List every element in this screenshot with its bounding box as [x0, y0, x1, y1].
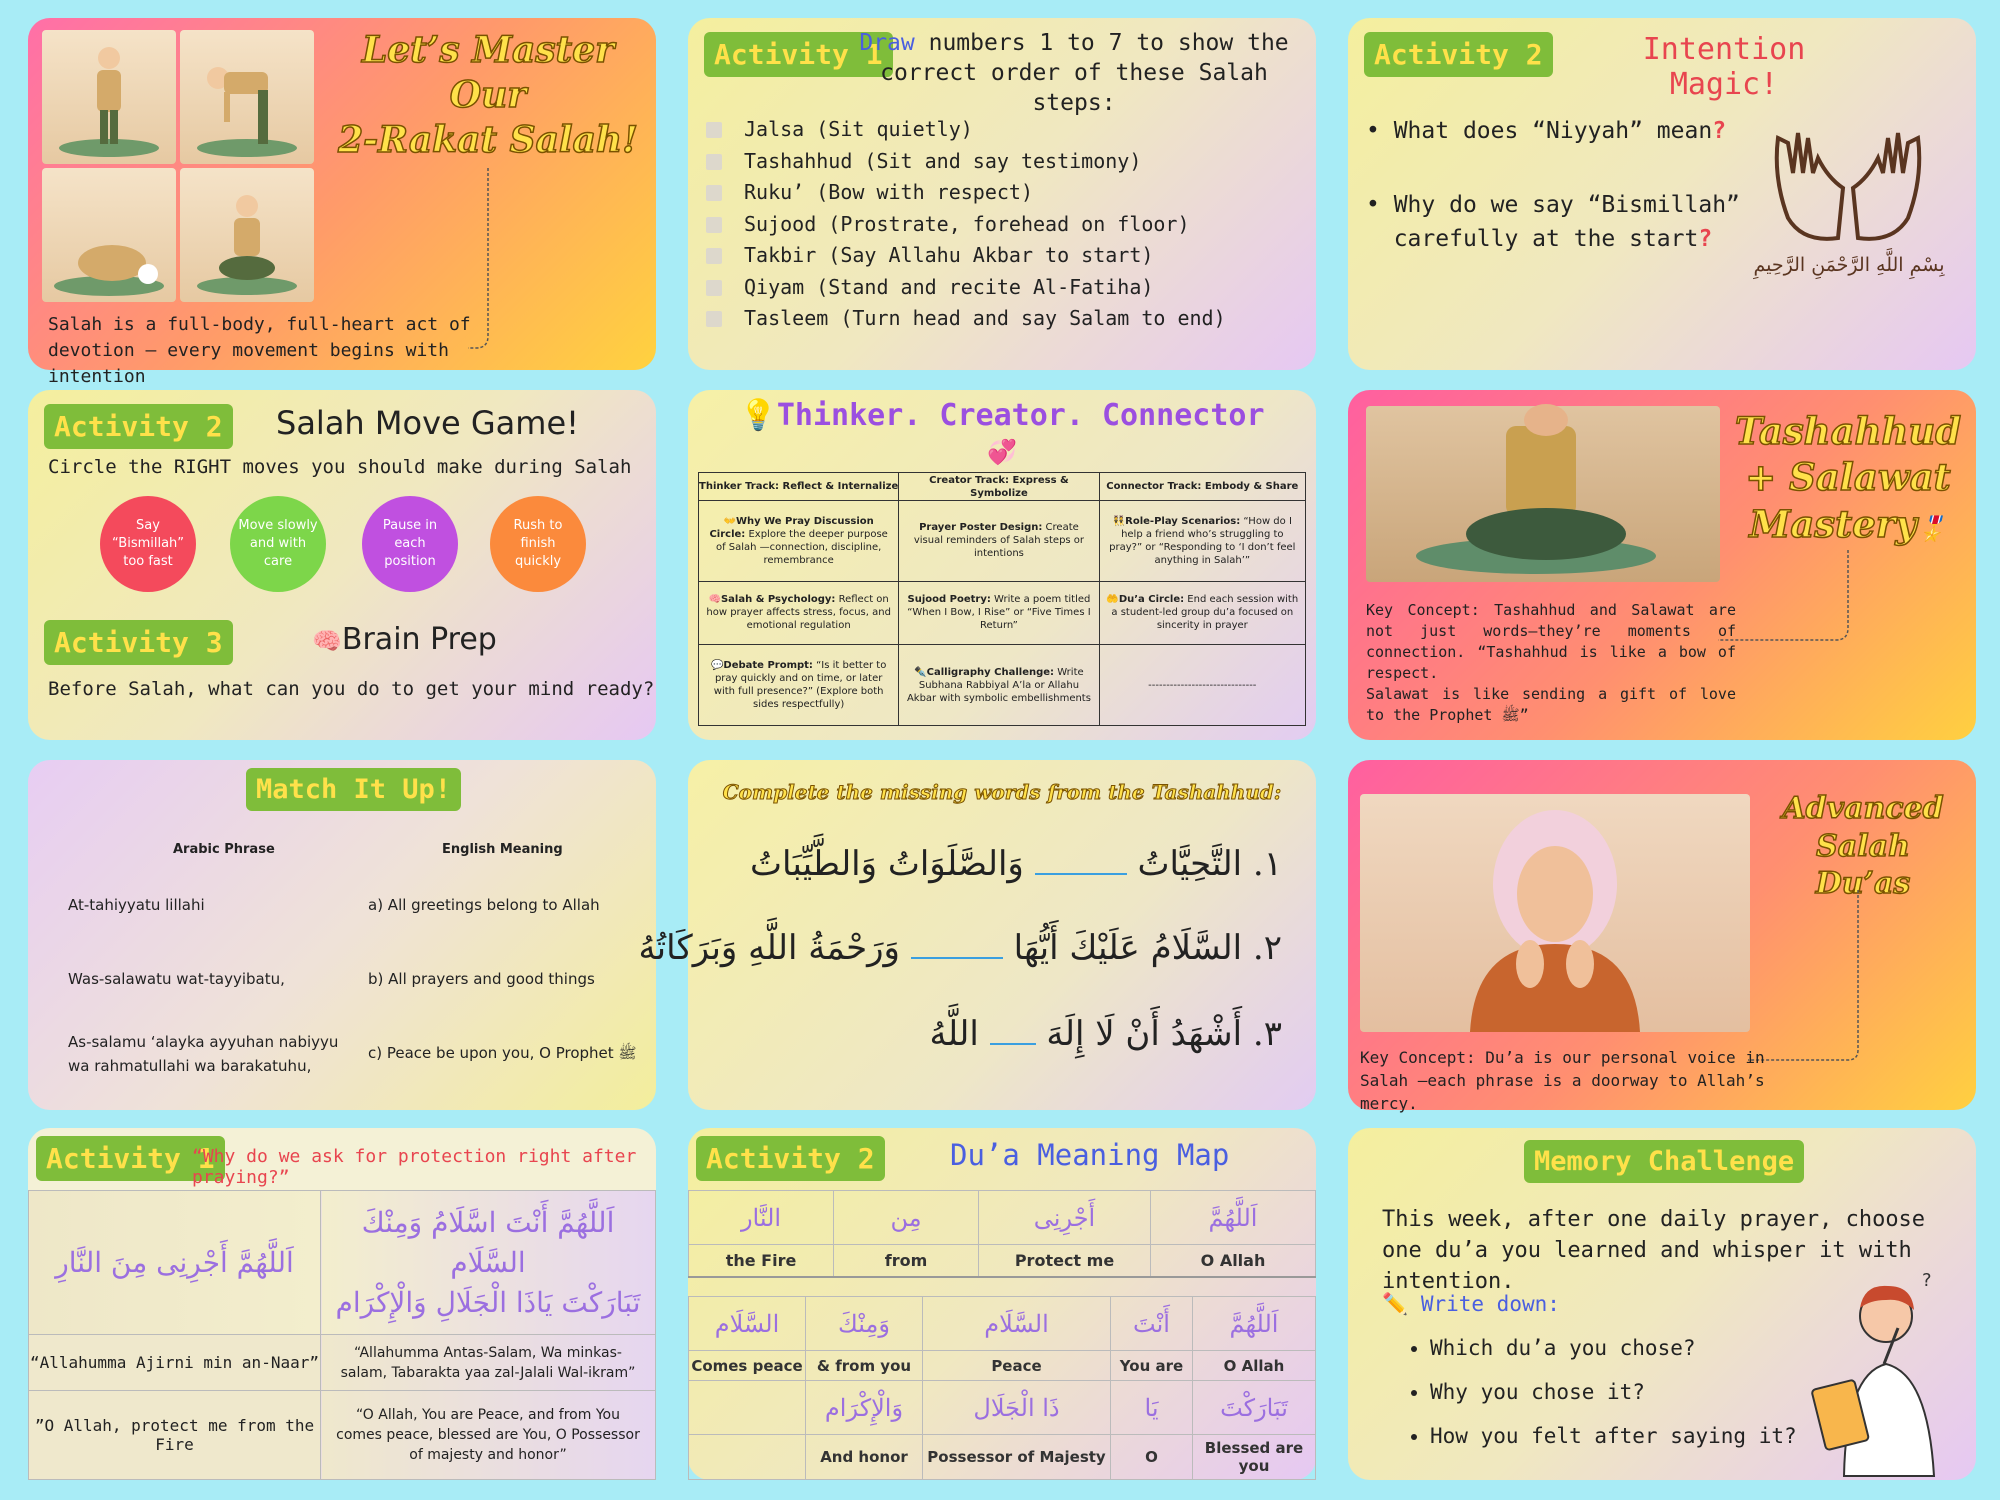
- card-activity-order: [688, 18, 1316, 370]
- card-title: Tashahhud + Salawat Mastery🎖️: [1734, 409, 1962, 546]
- step-item[interactable]: Tashahhud (Sit and say testimony): [706, 146, 1226, 178]
- meaning-table-1: [688, 1190, 1316, 1278]
- step-item[interactable]: Jalsa (Sit quietly): [706, 114, 1226, 146]
- move-option[interactable]: Move slowly and with care: [230, 496, 326, 592]
- table-cell: النَّار: [689, 1191, 834, 1245]
- table-cell: from: [834, 1245, 979, 1278]
- card-complete-tashahhud: [638, 760, 1316, 1110]
- pencil-icon: ✏️: [1382, 1292, 1409, 1316]
- table-cell: Possessor of Majesty: [923, 1435, 1111, 1480]
- table-cell: ------------------------------: [1099, 645, 1305, 726]
- instruction-highlight: Draw: [859, 30, 915, 56]
- card-tashahhud-mastery: [1348, 390, 1976, 740]
- steps-list: [706, 114, 1226, 335]
- checkbox[interactable]: [706, 280, 722, 296]
- table-cell: You are: [1111, 1351, 1193, 1381]
- table-cell: ✒️Calligraphy Challenge: Write Subhana Rabbiyal A’la or Allahu Akbar with symbolic embellishments: [899, 645, 1099, 726]
- table-cell: 🤲Du’a Circle: End each session with a student-led group du’a focused on sincerity in prayer: [1099, 581, 1305, 644]
- brain-icon: 🧠: [312, 627, 342, 655]
- write-down-list: [1408, 1326, 1797, 1458]
- table-cell: السَّلَام: [689, 1297, 806, 1351]
- brain-prep-title: 🧠Brain Prep: [312, 622, 497, 657]
- table-cell: أَجْرِنِى: [979, 1191, 1151, 1245]
- sitting-child-photo: [1366, 406, 1720, 582]
- table-cell: O: [1111, 1435, 1193, 1480]
- english-meaning[interactable]: c) Peace be upon you, O Prophet ﷺ: [368, 1044, 637, 1062]
- connector-line: [1718, 550, 1858, 660]
- table-cell: Blessed are you: [1193, 1435, 1316, 1480]
- english-meaning[interactable]: a) All greetings belong to Allah: [368, 896, 600, 914]
- list-item: • Which du’a you chose?: [1430, 1326, 1797, 1370]
- table-cell: اَللَّهُمَّ: [1193, 1297, 1316, 1351]
- table-cell: “O Allah, You are Peace, and from You comes peace, blessed are You, O Possessor of majesty and honor”: [321, 1391, 656, 1480]
- move-option[interactable]: Say “Bismillah” too fast: [100, 496, 196, 592]
- card-match-it-up: [28, 760, 656, 1110]
- card-title: Intention Magic!: [1642, 32, 1806, 102]
- table-cell: [689, 1381, 806, 1435]
- card-title: 💡Thinker. Creator. Connector 💞: [739, 398, 1265, 466]
- table-cell: “Allahumma Antas-Salam, Wa minkas-salam, Tabarakta yaa zal-Jalali Wal-ikram”: [321, 1335, 656, 1391]
- fill-line[interactable]: ٣. أَشْهَدُ أَنْ لَا إِلَهَ اللَّهُ: [929, 1014, 1282, 1054]
- table-cell: & from you: [806, 1351, 923, 1381]
- arabic-phrase[interactable]: At-tahiyyatu lillahi: [68, 896, 205, 914]
- checkbox[interactable]: [706, 185, 722, 201]
- table-cell: the Fire: [689, 1245, 834, 1278]
- instruction-text: numbers 1 to 7 to show the correct order of these Salah steps:: [880, 30, 1289, 116]
- list-item: • Why you chose it?: [1430, 1370, 1797, 1414]
- table-cell: أَنْتَ: [1111, 1297, 1193, 1351]
- step-item[interactable]: Sujood (Prostrate, forehead on floor): [706, 209, 1226, 241]
- card-title: Complete the missing words from the Tashahhud:: [722, 780, 1282, 804]
- salawat-note: Salawat is like sending a gift of love to the Prophet ﷺ”: [1366, 685, 1736, 724]
- blank-field[interactable]: [911, 957, 1003, 959]
- meaning-table-2: [688, 1296, 1316, 1480]
- table-cell: اَللَّهُمَّ: [1151, 1191, 1316, 1245]
- card-title: Advanced Salah Du’as: [1782, 791, 1944, 901]
- activity-badge: Activity 2: [696, 1136, 885, 1181]
- table-cell: [689, 1435, 806, 1480]
- checkbox[interactable]: [706, 154, 722, 170]
- bowing-photo: [180, 30, 314, 164]
- checkbox[interactable]: [706, 217, 722, 233]
- game-instruction: Circle the RIGHT moves you should make during Salah: [48, 456, 632, 478]
- table-cell: تَبَارَكْتَ: [1193, 1381, 1316, 1435]
- activity-badge: Activity 2: [1364, 32, 1553, 77]
- hearts-icon: 💞: [987, 438, 1017, 466]
- card-advanced-duas: [1348, 760, 1976, 1113]
- table-cell: Prayer Poster Design: Create visual reminders of Salah steps or intentions: [899, 501, 1099, 582]
- bismillah-calligraphy: بِسْمِ اللَّهِ الرَّحْمَنِ الرَّحِيمِ: [1753, 254, 1945, 276]
- card-salah-move-game: [28, 390, 656, 740]
- table-cell: يَا: [1111, 1381, 1193, 1435]
- card-intention-magic: [1348, 18, 1976, 370]
- card-protection-dua: [28, 1128, 656, 1480]
- table-cell: 👯Role-Play Scenarios: “How do I help a friend who’s struggling to pray?” or “Responding to ‘I don’t feel anything in Salah’”: [1099, 501, 1305, 582]
- checkbox[interactable]: [706, 248, 722, 264]
- blank-field[interactable]: [990, 1043, 1036, 1045]
- page-title: Let’s Master Our 2-Rakat Salah!: [338, 29, 638, 161]
- table-cell: Protect me: [979, 1245, 1151, 1278]
- key-concept: Key Concept: Du’a is our personal voice in Salah —each phrase is a doorway to Allah’s mercy.: [1360, 1048, 1765, 1113]
- medal-icon: 🎖️: [1916, 513, 1947, 543]
- fill-line[interactable]: ٢. السَّلَامُ عَلَيْكَ أَيُّهَا وَرَحْمَةُ اللَّهِ وَبَرَكَاتُهُ: [638, 928, 1282, 968]
- table-cell: وَالْإِكْرَام: [806, 1381, 923, 1435]
- column-header: Arabic Phrase: [173, 842, 275, 857]
- game-title: Salah Move Game!: [276, 404, 579, 442]
- table-cell: Sujood Poetry: Write a poem titled “When I Bow, I Rise” or “Five Times I Return”: [899, 581, 1099, 644]
- standing-photo: [42, 30, 176, 164]
- list-item: • How you felt after saying it?: [1430, 1414, 1797, 1458]
- checkbox[interactable]: [706, 122, 722, 138]
- praying-girl-photo: [1360, 794, 1750, 1032]
- arabic-phrase[interactable]: As-salamu ‘alayka ayyuhan nabiyyu wa rahmatullahi wa barakatuhu,: [68, 1033, 339, 1075]
- lightbulb-icon: 💡: [739, 398, 777, 433]
- challenge-intro: This week, after one daily prayer, choose one du’a you learned and whisper it with intention.: [1382, 1207, 1926, 1294]
- step-item[interactable]: Ruku’ (Bow with respect): [706, 177, 1226, 209]
- instruction: [854, 28, 1294, 118]
- thinking-boy-illustration: [1804, 1264, 1964, 1476]
- table-cell: O Allah: [1193, 1351, 1316, 1381]
- step-item[interactable]: Takbir (Say Allahu Akbar to start): [706, 240, 1226, 272]
- prostrating-photo: [42, 168, 176, 302]
- table-cell: السَّلَام: [923, 1297, 1111, 1351]
- table-cell: ذَا الْجَلَال: [923, 1381, 1111, 1435]
- caption: Salah is a full-body, full-heart act of devotion — every movement begins with intention: [48, 314, 471, 387]
- table-cell: 👐Why We Pray Discussion Circle: Explore the deeper purpose of Salah —connection, discipline, remembrance: [699, 501, 899, 582]
- fill-line[interactable]: ١. التَّحِيَّاتُ وَالصَّلَوَاتُ وَالطَّيِّبَاتُ: [750, 844, 1282, 884]
- activity-question: “Why do we ask for protection right after praying?”: [192, 1146, 637, 1188]
- table-cell: Peace: [923, 1351, 1111, 1381]
- card-memory-challenge: [1348, 1128, 1976, 1480]
- table-header: Creator Track: Express & Symbolize: [899, 473, 1099, 501]
- card-dua-meaning-map: [688, 1128, 1316, 1480]
- table-cell: O Allah: [1151, 1245, 1316, 1278]
- svg-text:?: ?: [1922, 1270, 1932, 1291]
- table-header: Connector Track: Embody & Share: [1099, 473, 1305, 501]
- connector-line: [1748, 890, 1868, 1070]
- card-master-salah: [28, 18, 656, 387]
- table-cell: “Allahumma Ajirni min an-Naar”: [29, 1335, 321, 1391]
- table-cell: ”O Allah, protect me from the Fire: [29, 1391, 321, 1480]
- table-cell: And honor: [806, 1435, 923, 1480]
- activity-badge: Activity 3: [44, 620, 233, 665]
- table-cell: 🧠Salah & Psychology: Reflect on how prayer affects stress, focus, and emotional regulation: [699, 581, 899, 644]
- card-thinker-creator: [688, 390, 1316, 740]
- write-down-label: ✏️ Write down:: [1382, 1292, 1560, 1316]
- question-2: • Why do we say “Bismillah” carefully at the start?: [1366, 192, 1740, 252]
- table-cell: اَللَّهُمَّ أَنْتَ اسَّلَامُ وَمِنْكَ السَّلَام تَبَارَكْتَ يَاذَا الْجَلَالِ وَالْإِكْرَام: [321, 1191, 656, 1335]
- sitting-photo: [180, 168, 314, 302]
- checkbox[interactable]: [706, 311, 722, 327]
- column-header: English Meaning: [442, 842, 563, 857]
- blank-field[interactable]: [1035, 873, 1127, 875]
- english-meaning[interactable]: b) All prayers and good things: [368, 970, 595, 988]
- table-cell: مِن: [834, 1191, 979, 1245]
- table-cell: اَللَّهُمَّ أَجْرِنِى مِنَ النَّارِ: [29, 1191, 321, 1335]
- arabic-phrase[interactable]: Was-salawatu wat-tayyibatu,: [68, 970, 285, 988]
- question-1: • What does “Niyyah” mean?: [1366, 118, 1727, 144]
- praying-hands-icon: [1758, 118, 1938, 258]
- table-cell: 💬Debate Prompt: “Is it better to pray quickly and on time, or later with full presence?” (Explore both sides respectfully): [699, 645, 899, 726]
- dua-table: [28, 1190, 656, 1480]
- card-title: Du’a Meaning Map: [950, 1138, 1230, 1172]
- card-title: Match It Up!: [246, 768, 461, 811]
- move-option[interactable]: Rush to finish quickly: [490, 496, 586, 592]
- key-concept: Key Concept: Tashahhud and Salawat are not just words—they’re moments of connection. “Tashahhud is like a bow of respect.: [1366, 601, 1736, 682]
- table-cell: وَمِنْكَ: [806, 1297, 923, 1351]
- brain-prep-question: Before Salah, what can you do to get your mind ready?: [48, 678, 655, 700]
- activity-badge: Activity 2: [44, 404, 233, 449]
- activity-badge: Activity 1: [36, 1136, 225, 1181]
- step-item[interactable]: Tasleem (Turn head and say Salam to end): [706, 303, 1226, 335]
- table-cell: Comes peace: [689, 1351, 806, 1381]
- table-header: Thinker Track: Reflect & Internalize: [699, 473, 899, 501]
- activity-badge: Activity 1: [704, 32, 893, 77]
- step-item[interactable]: Qiyam (Stand and recite Al-Fatiha): [706, 272, 1226, 304]
- tracks-table: [698, 472, 1306, 726]
- move-option[interactable]: Pause in each position: [362, 496, 458, 592]
- card-title: Memory Challenge: [1524, 1140, 1804, 1183]
